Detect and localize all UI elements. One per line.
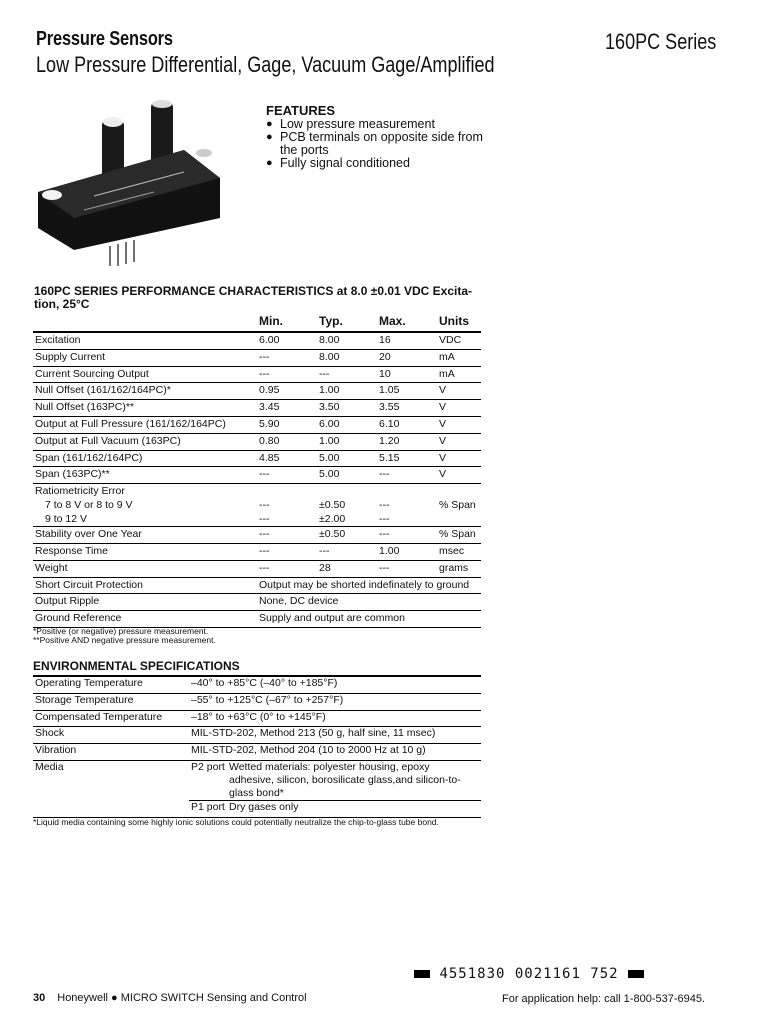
table-cell: grams bbox=[437, 560, 481, 577]
cell-value: --- bbox=[379, 513, 390, 526]
table-cell: Output at Full Vacuum (163PC) bbox=[33, 433, 257, 450]
table-cell: 5.00 bbox=[317, 467, 377, 484]
row-label: Media bbox=[35, 760, 64, 773]
row-sublabel: 7 to 8 V or 8 to 9 V bbox=[45, 499, 133, 512]
feature-item: ● Fully signal conditioned bbox=[266, 157, 496, 170]
table-cell: 1.05 bbox=[377, 383, 437, 400]
table-cell: 16 bbox=[377, 332, 437, 349]
table-cell: Short Circuit Protection bbox=[33, 577, 257, 594]
table-row bbox=[33, 332, 481, 349]
table-cell: --- bbox=[257, 349, 317, 366]
table-cell: Current Sourcing Output bbox=[33, 366, 257, 383]
table-cell: --- bbox=[257, 467, 317, 484]
table-cell: 5.00 bbox=[317, 450, 377, 467]
table-row bbox=[33, 594, 481, 611]
performance-title: 160PC SERIES PERFORMANCE CHARACTERISTICS at 8.0 ±0.01 VDC Excita-tion, 25°C bbox=[34, 284, 473, 311]
table-cell: Shock bbox=[33, 727, 189, 744]
table-row bbox=[33, 366, 481, 383]
cell-value: --- bbox=[259, 513, 270, 526]
table-cell: 5.15 bbox=[377, 450, 437, 467]
table-row bbox=[33, 727, 481, 744]
table-cell: Output may be shorted indefinately to ground bbox=[257, 577, 481, 594]
table-cell: 8.00 bbox=[317, 332, 377, 349]
table-cell: Supply Current bbox=[33, 349, 257, 366]
table-row bbox=[33, 693, 481, 710]
column-header: Min. bbox=[257, 314, 317, 332]
table-cell: Response Time bbox=[33, 543, 257, 560]
row-label: Ratiometricity Error bbox=[35, 485, 125, 498]
features-section bbox=[266, 104, 496, 170]
table-cell: --- bbox=[377, 560, 437, 577]
cell-value: ±2.00 bbox=[319, 513, 346, 526]
table-cell: MIL-STD-202, Method 213 (50 g, half sine, 11 msec) bbox=[189, 727, 481, 744]
media-row-p1 bbox=[33, 800, 481, 817]
features-list bbox=[266, 118, 496, 170]
table-cell: V bbox=[437, 450, 481, 467]
port-value: Wetted materials: polyester housing, epoxy adhesive, silicon, borosilicate glass,and silicon-to-glass bond* bbox=[229, 760, 461, 799]
table-cell: –55° to +125°C (–67° to +257°F) bbox=[189, 693, 481, 710]
table-cell: Null Offset (161/162/164PC)* bbox=[33, 383, 257, 400]
table-cell bbox=[317, 484, 377, 527]
table-cell: 1.00 bbox=[317, 433, 377, 450]
table-cell: Operating Temperature bbox=[33, 676, 189, 693]
table-cell: 1.00 bbox=[317, 383, 377, 400]
table-cell: V bbox=[437, 383, 481, 400]
page-title: Pressure Sensors bbox=[36, 28, 173, 50]
table-row bbox=[33, 450, 481, 467]
table-cell: --- bbox=[257, 366, 317, 383]
series-name: 160PC Series bbox=[605, 29, 717, 54]
table-cell: Weight bbox=[33, 560, 257, 577]
table-cell: mA bbox=[437, 366, 481, 383]
table-cell: 1.00 bbox=[377, 543, 437, 560]
table-row bbox=[33, 400, 481, 417]
table-row bbox=[33, 744, 481, 761]
ratiometricity-row bbox=[33, 484, 481, 527]
table-cell: --- bbox=[377, 527, 437, 544]
table-cell: 1.20 bbox=[377, 433, 437, 450]
company-name: Honeywell ● MICRO SWITCH Sensing and Control bbox=[57, 992, 307, 1004]
table-cell: ±0.50 bbox=[317, 527, 377, 544]
table-cell: VDC bbox=[437, 332, 481, 349]
table-cell: 6.00 bbox=[317, 416, 377, 433]
footer-help: For application help: call 1-800-537-6945. bbox=[502, 993, 706, 1005]
table-cell: Storage Temperature bbox=[33, 693, 189, 710]
port-value: Dry gases only bbox=[229, 800, 299, 813]
page-number: 30 bbox=[33, 992, 46, 1004]
table-cell: Compensated Temperature bbox=[33, 710, 189, 727]
table-cell: –18° to +63°C (0° to +145°F) bbox=[189, 710, 481, 727]
table-cell: --- bbox=[317, 543, 377, 560]
table-cell: Vibration bbox=[33, 744, 189, 761]
features-heading: FEATURES bbox=[266, 103, 336, 118]
table-cell: 4.85 bbox=[257, 450, 317, 467]
table-cell: V bbox=[437, 400, 481, 417]
table-cell: 28 bbox=[317, 560, 377, 577]
footnote: **Positive AND negative pressure measurement. bbox=[33, 635, 216, 645]
cell-value: --- bbox=[379, 499, 390, 512]
table-row bbox=[33, 416, 481, 433]
table-cell: --- bbox=[257, 543, 317, 560]
table-cell bbox=[257, 484, 317, 527]
table-cell: 10 bbox=[377, 366, 437, 383]
environmental-note: *Liquid media containing some highly ionic solutions could potentially neutralize the chip-to-glass tube bond. bbox=[33, 817, 439, 827]
port-label: P2 port bbox=[191, 760, 225, 773]
table-cell: Supply and output are common bbox=[257, 611, 481, 628]
table-row bbox=[33, 383, 481, 400]
table-cell: --- bbox=[377, 467, 437, 484]
performance-table bbox=[33, 314, 481, 628]
table-row bbox=[33, 433, 481, 450]
barcode-block bbox=[414, 970, 430, 978]
table-cell: 5.90 bbox=[257, 416, 317, 433]
table-cell: Output at Full Pressure (161/162/164PC) bbox=[33, 416, 257, 433]
row-sublabel: 9 to 12 V bbox=[45, 513, 88, 526]
table-header-row bbox=[33, 314, 481, 332]
barcode-block bbox=[628, 970, 644, 978]
table-cell: MIL-STD-202, Method 204 (10 to 2000 Hz at 10 g) bbox=[189, 744, 481, 761]
table-cell: msec bbox=[437, 543, 481, 560]
cell-value: % Span bbox=[439, 499, 476, 512]
table-cell: Null Offset (163PC)** bbox=[33, 400, 257, 417]
performance-notes bbox=[33, 627, 216, 645]
table-cell bbox=[377, 484, 437, 527]
column-header: Typ. bbox=[317, 314, 377, 332]
table-cell: 8.00 bbox=[317, 349, 377, 366]
column-header bbox=[33, 314, 257, 332]
environmental-title: ENVIRONMENTAL SPECIFICATIONS bbox=[33, 659, 240, 673]
table-cell: 0.95 bbox=[257, 383, 317, 400]
table-cell: --- bbox=[317, 366, 377, 383]
table-cell: % Span bbox=[437, 527, 481, 544]
table-cell: V bbox=[437, 467, 481, 484]
table-cell: 0.80 bbox=[257, 433, 317, 450]
table-cell: 3.50 bbox=[317, 400, 377, 417]
table-row bbox=[33, 577, 481, 594]
table-row bbox=[33, 467, 481, 484]
table-row bbox=[33, 710, 481, 727]
environmental-table bbox=[33, 675, 481, 818]
table-cell bbox=[33, 484, 257, 527]
table-cell: 3.55 bbox=[377, 400, 437, 417]
port-label: P1 port bbox=[191, 800, 225, 813]
table-row bbox=[33, 349, 481, 366]
media-row bbox=[33, 760, 481, 800]
table-row bbox=[33, 611, 481, 628]
barcode-number: 4551830 0021161 752 bbox=[439, 966, 619, 982]
table-cell: 6.10 bbox=[377, 416, 437, 433]
table-cell: 6.00 bbox=[257, 332, 317, 349]
footnote: *Positive (or negative) pressure measurement. bbox=[33, 626, 209, 636]
table-cell: mA bbox=[437, 349, 481, 366]
feature-item: ● Low pressure measurement bbox=[266, 118, 496, 131]
table-cell: V bbox=[437, 433, 481, 450]
table-cell: --- bbox=[257, 527, 317, 544]
feature-item: ● PCB terminals on opposite side from the ports bbox=[266, 131, 496, 157]
table-row bbox=[33, 676, 481, 693]
table-cell: 20 bbox=[377, 349, 437, 366]
footer-left bbox=[33, 992, 307, 1004]
table-cell bbox=[189, 800, 481, 817]
table-row bbox=[33, 527, 481, 544]
table-cell: None, DC device bbox=[257, 594, 481, 611]
sensor-photo bbox=[34, 100, 234, 270]
table-cell bbox=[437, 484, 481, 527]
table-cell: Span (161/162/164PC) bbox=[33, 450, 257, 467]
table-row bbox=[33, 560, 481, 577]
table-cell: Ground Reference bbox=[33, 611, 257, 628]
table-cell: 3.45 bbox=[257, 400, 317, 417]
table-cell: Output Ripple bbox=[33, 594, 257, 611]
table-cell bbox=[33, 800, 189, 817]
table-cell: V bbox=[437, 416, 481, 433]
table-cell: Stability over One Year bbox=[33, 527, 257, 544]
table-cell: --- bbox=[257, 560, 317, 577]
table-cell: Span (163PC)** bbox=[33, 467, 257, 484]
barcode bbox=[414, 966, 644, 982]
column-header: Units bbox=[437, 314, 481, 332]
column-header: Max. bbox=[377, 314, 437, 332]
table-row bbox=[33, 543, 481, 560]
table-cell bbox=[189, 760, 481, 800]
cell-value: ±0.50 bbox=[319, 499, 346, 512]
table-cell: –40° to +85°C (–40° to +185°F) bbox=[189, 676, 481, 693]
cell-value: --- bbox=[259, 499, 270, 512]
page-subtitle: Low Pressure Differential, Gage, Vacuum Gage/Amplified bbox=[36, 52, 495, 77]
table-cell: Excitation bbox=[33, 332, 257, 349]
